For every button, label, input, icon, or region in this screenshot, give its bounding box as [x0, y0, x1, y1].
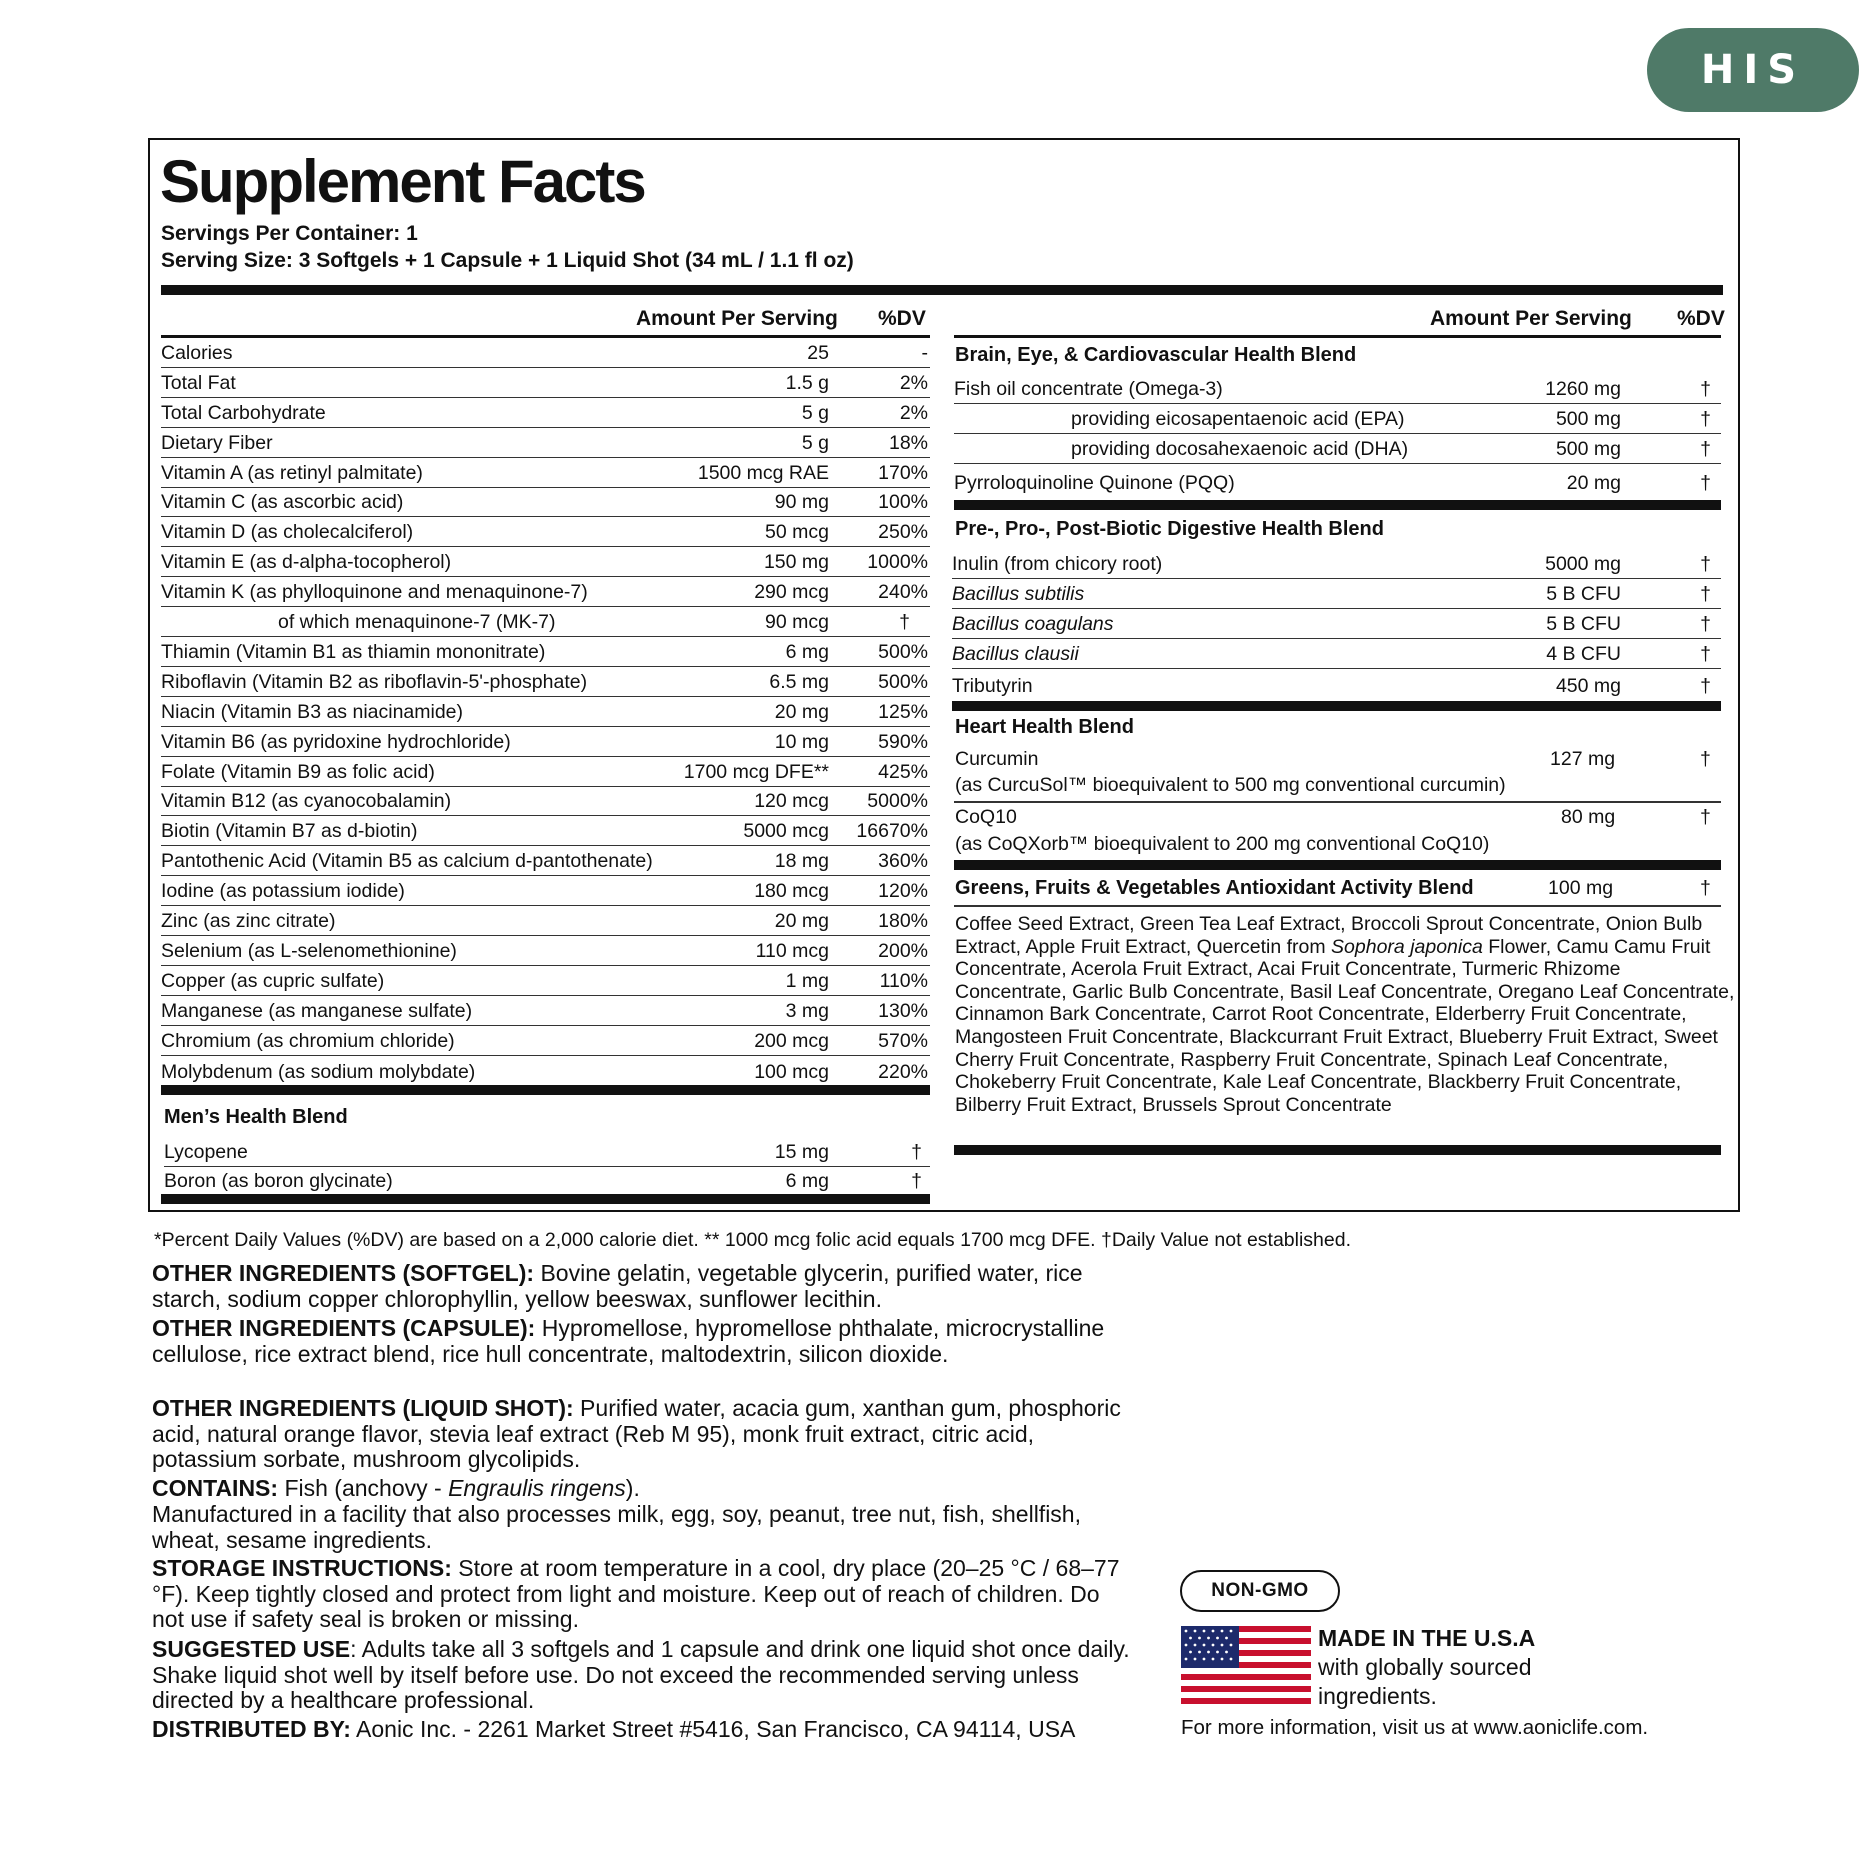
nutrient-dv: 180% [878, 910, 928, 932]
serving-size: Serving Size: 3 Softgels + 1 Capsule + 1 Liquid Shot (34 mL / 1.1 fl oz) [161, 249, 854, 272]
nutrient-name: Biotin (Vitamin B7 as d-biotin) [161, 820, 418, 842]
ingredient-amount: 6 mg [785, 1170, 829, 1192]
heart-blend-title: Heart Health Blend [955, 716, 1134, 738]
right-blend-rule-2 [952, 701, 1721, 711]
nutrient-name: Dietary Fiber [161, 432, 273, 454]
nutrient-row [161, 1056, 930, 1086]
blend-subrow [954, 404, 1721, 434]
blend-row [952, 579, 1721, 609]
nutrient-row [161, 727, 930, 757]
nutrient-row [161, 757, 930, 787]
nutrient-name: Zinc (as zinc citrate) [161, 910, 336, 932]
nutrient-name: Vitamin E (as d-alpha-tocopherol) [161, 551, 452, 573]
nutrient-row [161, 876, 930, 906]
nutrient-amount: 5 g [801, 402, 829, 424]
nutrient-row [161, 338, 930, 368]
coq10-name: CoQ10 [955, 806, 1017, 828]
nutrient-row [161, 906, 930, 936]
nutrient-dv: 360% [878, 850, 928, 872]
nutrient-row [161, 846, 930, 876]
nutrient-row [161, 966, 930, 996]
biotic-blend-title: Pre-, Pro-, Post-Biotic Digestive Health Blend [955, 518, 1384, 540]
ingredient-amount: 450 mg [1555, 675, 1621, 697]
right-amount-header: Amount Per Serving [1430, 307, 1632, 330]
nutrient-amount: 5000 mcg [743, 820, 829, 842]
nutrient-dv: 130% [878, 1000, 928, 1022]
nutrient-amount: 90 mcg [765, 611, 829, 633]
softgel-text: Bovine gelatin, vegetable glycerin, purified water, rice starch, sodium copper chlorophyllin, yellow beeswax, sunflower lecithin. [152, 1260, 1083, 1312]
nutrient-dv: 590% [878, 731, 928, 753]
nutrient-dv: 200% [878, 940, 928, 962]
ingredient-name: Inulin (from chicory root) [952, 553, 1163, 575]
nutrient-amount: 18 mg [774, 850, 829, 872]
nutrient-row [161, 547, 930, 577]
nutrient-row [161, 787, 930, 816]
ingredient-dv: † [911, 1141, 922, 1163]
nutrient-dv: 220% [878, 1061, 928, 1083]
nutrient-amount: 120 mcg [754, 790, 829, 812]
brain-blend-title: Brain, Eye, & Cardiovascular Health Blend [955, 344, 1357, 366]
ingredient-amount: 15 mg [774, 1141, 829, 1163]
blend-row [952, 669, 1721, 700]
ingredient-amount: 500 mg [1555, 438, 1621, 460]
ingredient-amount: 5000 mg [1545, 553, 1621, 575]
liquid-shot-text: Purified water, acacia gum, xanthan gum, phosphoric acid, natural orange flavor, stevia leaf extract (Reb M 95), monk fruit extract, citric acid, potassium sorbate, mushroom glycolipids. [152, 1395, 1121, 1472]
nutrient-amount: 25 [807, 342, 829, 364]
nutrient-name: Selenium (as L-selenomethionine) [161, 940, 457, 962]
nutrient-dv: 170% [878, 462, 928, 484]
ingredient-dv: † [1700, 613, 1711, 635]
ingredient-dv: † [911, 1170, 922, 1192]
ingredient-amount: 20 mg [1566, 472, 1621, 494]
nutrient-name: Thiamin (Vitamin B1 as thiamin mononitrate) [161, 641, 546, 663]
mens-blend-title: Men’s Health Blend [164, 1106, 348, 1128]
greens-list-part: Coffee Seed Extract, Green Tea Leaf Extract, Broccoli Sprout Concentrate, Onion Bulb Extract, Apple Fruit Extract, Quercetin from [955, 913, 1703, 958]
greens-divider [954, 905, 1721, 907]
nutrient-amount: 180 mcg [754, 880, 829, 902]
left-dv-header: %DV [878, 307, 926, 330]
made-in-usa-title: MADE IN THE U.S.A [1318, 1625, 1536, 1651]
blend-row [164, 1137, 930, 1167]
top-thick-rule [161, 285, 1723, 295]
capsule-ingredients [152, 1316, 1132, 1367]
nutrient-dv: 500% [878, 671, 928, 693]
liquid-shot-ingredients [152, 1396, 1132, 1473]
panel-title: Supplement Facts [160, 148, 645, 215]
nutrient-amount: 6 mg [785, 641, 829, 663]
contains-species: Engraulis ringens [448, 1475, 626, 1501]
left-amount-header: Amount Per Serving [636, 307, 838, 330]
nutrient-amount: 90 mg [774, 491, 829, 513]
right-blend-rule-3 [954, 860, 1721, 870]
distributed-by [152, 1717, 1152, 1743]
made-in-usa-line3: ingredients. [1318, 1683, 1437, 1709]
nutrient-dv: 2% [899, 372, 928, 394]
right-header-rule [954, 335, 1721, 338]
nutrient-name: Copper (as cupric sulfate) [161, 970, 385, 992]
greens-ingredient-list [955, 913, 1735, 1116]
nutrient-name: Riboflavin (Vitamin B2 as riboflavin-5'-phosphate) [161, 671, 588, 693]
right-blend-rule-1 [954, 500, 1721, 510]
ingredient-name: Lycopene [164, 1141, 248, 1163]
nutrient-amount: 6.5 mg [769, 671, 829, 693]
coq10-form: (as CoQXorb™ bioequivalent to 200 mg conventional CoQ10) [955, 833, 1490, 855]
nutrient-dv: 425% [878, 761, 928, 783]
nutrient-row [161, 697, 930, 727]
nutrient-row [161, 577, 930, 607]
suggested-use-text: : Adults take all 3 softgels and 1 capsule and drink one liquid shot once daily. Shake liquid shot well by itself before use. Do not exceed the recommended serving unless directed by a healthcare professional. [152, 1636, 1130, 1713]
nutrient-name: Vitamin C (as ascorbic acid) [161, 491, 404, 513]
servings-per-container: Servings Per Container: 1 [161, 222, 418, 245]
nutrient-name: Vitamin A (as retinyl palmitate) [161, 462, 423, 484]
nutrient-row [161, 488, 930, 517]
greens-list-species: Sophora japonica [1331, 935, 1483, 958]
nutrient-name: Niacin (Vitamin B3 as niacinamide) [161, 701, 464, 723]
nutrient-dv: 1000% [867, 551, 928, 573]
nutrient-dv: 250% [878, 521, 928, 543]
ingredient-dv: † [1700, 408, 1711, 430]
blend-row [164, 1167, 930, 1195]
nutrient-amount: 10 mg [774, 731, 829, 753]
nutrient-name: Vitamin B12 (as cyanocobalamin) [161, 790, 452, 812]
softgel-label: OTHER INGREDIENTS (SOFTGEL): [152, 1260, 535, 1286]
nutrient-row [161, 667, 930, 697]
blend-row [954, 464, 1721, 497]
ingredient-dv: † [1700, 472, 1711, 494]
greens-blend-title: Greens, Fruits & Vegetables Antioxidant Activity Blend [955, 877, 1474, 899]
ingredient-name: Pyrroloquinoline Quinone (PQQ) [954, 472, 1235, 494]
left-blend-rule [161, 1085, 930, 1095]
nutrient-row [161, 368, 930, 398]
nutrient-row [161, 517, 930, 547]
nutrient-dv: 16670% [856, 820, 928, 842]
coq10-amount: 80 mg [1561, 806, 1616, 828]
blend-subrow [954, 434, 1721, 464]
nutrient-name: Molybdenum (as sodium molybdate) [161, 1061, 476, 1083]
nutrient-dv: † [899, 611, 910, 633]
nutrient-name: Iodine (as potassium iodide) [161, 880, 405, 902]
nutrient-amount: 1700 mcg DFE** [683, 761, 829, 783]
heart-divider [954, 801, 1721, 803]
nutrient-dv: 110% [879, 970, 928, 992]
left-bottom-rule [161, 1194, 930, 1204]
greens-blend-dv: † [1700, 877, 1711, 899]
ingredient-dv: † [1700, 675, 1711, 697]
nutrient-name: Vitamin D (as cholecalciferol) [161, 521, 414, 543]
brand-badge: HIS [1647, 28, 1859, 112]
nutrient-row [161, 816, 930, 846]
nutrient-name: Total Carbohydrate [161, 402, 326, 424]
contains-end: ). [625, 1475, 640, 1501]
softgel-ingredients [152, 1261, 1132, 1312]
nutrient-name: Pantothenic Acid (Vitamin B5 as calcium d-pantothenate) [161, 850, 653, 872]
nutrient-amount: 150 mg [763, 551, 829, 573]
right-bottom-rule [954, 1145, 1721, 1155]
nutrient-dv: 120% [878, 880, 928, 902]
made-in-usa [1318, 1624, 1535, 1711]
nutrient-dv: 570% [878, 1030, 928, 1052]
capsule-label: OTHER INGREDIENTS (CAPSULE): [152, 1315, 536, 1341]
nutrient-row [161, 458, 930, 488]
nutrient-dv: 100% [878, 491, 928, 513]
ingredient-name: providing docosahexaenoic acid (DHA) [1071, 438, 1409, 460]
ingredient-name: providing eicosapentaenoic acid (EPA) [1071, 408, 1405, 430]
ingredient-amount: 5 B CFU [1546, 613, 1621, 635]
nutrient-dv: 125% [878, 701, 928, 723]
nutrient-row [161, 428, 930, 458]
nutrient-name: Total Fat [161, 372, 236, 394]
blend-row [952, 639, 1721, 669]
storage-instructions [152, 1556, 1132, 1633]
nutrient-row [161, 996, 930, 1026]
made-in-usa-line2: with globally sourced [1318, 1654, 1532, 1680]
non-gmo-badge: NON-GMO [1180, 1570, 1340, 1612]
blend-row [954, 374, 1721, 404]
nutrient-name: of which menaquinone-7 (MK-7) [278, 611, 556, 633]
facility-statement: Manufactured in a facility that also processes milk, egg, soy, peanut, tree nut, fish, shellfish, wheat, sesame ingredients. [152, 1501, 1081, 1553]
storage-label: STORAGE INSTRUCTIONS: [152, 1555, 452, 1581]
ingredient-amount: 500 mg [1555, 408, 1621, 430]
greens-list-part: Flower, Camu Camu Fruit Concentrate, Acerola Fruit Extract, Acai Fruit Concentrate, Turmeric Rhizome Concentrate, Garlic Bulb Concentrate, Basil Leaf Concentrate, Oregano Leaf Concentrate, Cinnamon Bark Concentrate, Carrot Root Concentrate, Elderberry Fruit Concentrate, Mangosteen Fruit Concentrate, Blackcurrant Fruit Extract, Blueberry Fruit Extract, Sweet Cherry Fruit Concentrate, Raspberry Fruit Concentrate, Spinach Leaf Concentrate, Chokeberry Fruit Concentrate, Kale Leaf Concentrate, Blackberry Fruit Concentrate, Bilberry Fruit Extract, Brussels Sprout Concentrate [955, 935, 1735, 1116]
storage-text: Store at room temperature in a cool, dry place (20–25 °C / 68–77 °F). Keep tightly closed and protect from light and moisture. Keep out of reach of children. Do not use if safety seal is broken or missing. [152, 1555, 1120, 1632]
capsule-text: Hypromellose, hypromellose phthalate, microcrystalline cellulose, rice extract blend, rice hull concentrate, maltodextrin, silicon dioxide. [152, 1315, 1105, 1367]
nutrient-amount: 1500 mcg RAE [697, 462, 829, 484]
nutrient-amount: 200 mcg [754, 1030, 829, 1052]
nutrient-dv: 5000% [867, 790, 928, 812]
nutrient-amount: 3 mg [785, 1000, 829, 1022]
ingredient-dv: † [1700, 583, 1711, 605]
nutrient-amount: 20 mg [774, 701, 829, 723]
curcumin-form: (as CurcuSol™ bioequivalent to 500 mg conventional curcumin) [955, 774, 1506, 796]
nutrient-dv: - [921, 342, 928, 364]
contains-label: CONTAINS: [152, 1475, 279, 1501]
nutrient-dv: 2% [899, 402, 928, 424]
nutrient-name: Chromium (as chromium chloride) [161, 1030, 455, 1052]
nutrient-name: Manganese (as manganese sulfate) [161, 1000, 473, 1022]
website-note: For more information, visit us at www.aoniclife.com. [1181, 1716, 1649, 1739]
blend-row [952, 609, 1721, 639]
nutrient-amount: 1 mg [785, 970, 829, 992]
nutrient-row [161, 1026, 930, 1056]
nutrient-amount: 290 mcg [754, 581, 829, 603]
curcumin-name: Curcumin [955, 748, 1039, 770]
nutrient-name: Vitamin B6 (as pyridoxine hydrochloride) [161, 731, 511, 753]
nutrient-amount: 20 mg [774, 910, 829, 932]
ingredient-dv: † [1700, 553, 1711, 575]
ingredient-name: Bacillus subtilis [952, 583, 1085, 605]
ingredient-name: Tributyrin [952, 675, 1033, 697]
ingredient-dv: † [1700, 438, 1711, 460]
greens-blend-amount: 100 mg [1548, 877, 1614, 899]
nutrient-dv: 500% [878, 641, 928, 663]
coq10-dv: † [1700, 806, 1711, 828]
right-dv-header: %DV [1677, 307, 1725, 330]
nutrient-name: Vitamin K (as phylloquinone and menaquinone-7) [161, 581, 588, 603]
ingredient-amount: 5 B CFU [1546, 583, 1621, 605]
distributed-by-label: DISTRIBUTED BY: [152, 1716, 351, 1742]
distributed-by-text: Aonic Inc. - 2261 Market Street #5416, San Francisco, CA 94114, USA [350, 1716, 1076, 1742]
nutrient-name: Calories [161, 342, 233, 364]
nutrient-subrow [161, 607, 930, 637]
ingredient-name: Bacillus clausii [952, 643, 1079, 665]
ingredient-name: Fish oil concentrate (Omega-3) [954, 378, 1223, 400]
liquid-shot-label: OTHER INGREDIENTS (LIQUID SHOT): [152, 1395, 574, 1421]
nutrient-amount: 1.5 g [785, 372, 829, 394]
curcumin-amount: 127 mg [1550, 748, 1616, 770]
nutrient-name: Folate (Vitamin B9 as folic acid) [161, 761, 435, 783]
suggested-use [152, 1637, 1132, 1714]
nutrient-amount: 100 mcg [754, 1061, 829, 1083]
ingredient-amount: 1260 mg [1545, 378, 1621, 400]
suggested-use-label: SUGGESTED USE [152, 1636, 351, 1662]
nutrient-amount: 5 g [801, 432, 829, 454]
nutrient-dv: 18% [888, 432, 928, 454]
curcumin-dv: † [1700, 748, 1711, 770]
ingredient-dv: † [1700, 378, 1711, 400]
contains-text: Fish (anchovy - [278, 1475, 449, 1501]
nutrient-amount: 110 mcg [755, 940, 829, 962]
nutrient-row [161, 637, 930, 667]
ingredient-name: Bacillus coagulans [952, 613, 1114, 635]
ingredient-dv: † [1700, 643, 1711, 665]
us-flag-icon [1181, 1626, 1311, 1704]
nutrient-dv: 240% [878, 581, 928, 603]
ingredient-amount: 4 B CFU [1546, 643, 1621, 665]
contains-statement [152, 1476, 1132, 1502]
daily-value-footnote: *Percent Daily Values (%DV) are based on a 2,000 calorie diet. ** 1000 mcg folic acid equals 1700 mcg DFE. †Daily Value not established. [154, 1229, 1352, 1251]
blend-row [952, 548, 1721, 579]
ingredient-name: Boron (as boron glycinate) [164, 1170, 393, 1192]
nutrient-row [161, 398, 930, 428]
nutrient-row [161, 936, 930, 966]
nutrient-amount: 50 mcg [765, 521, 829, 543]
